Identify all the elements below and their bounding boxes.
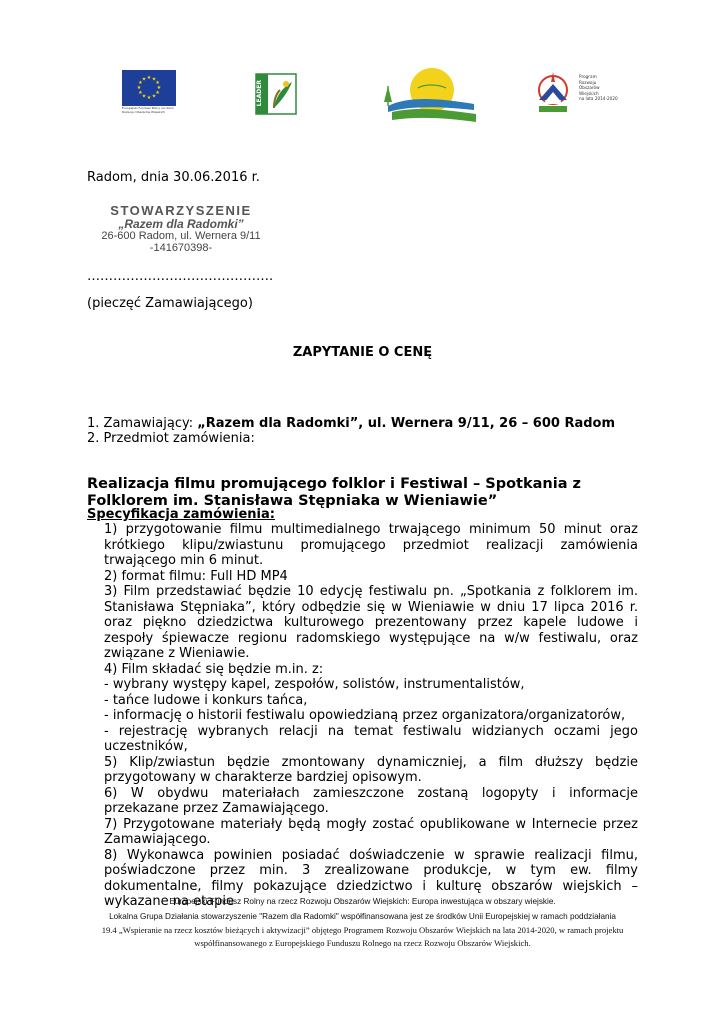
svg-text:★: ★ (136, 85, 142, 91)
spec-point-6: 6) W obydwu materiałach zamieszczone zostaną logopyty i informacje przekazane przez Zamawiającego. (104, 785, 638, 816)
spec-point-5: 5) Klip/zwiastun będzie zmontowany dynamiczniej, a film dłuższy będzie przygotowany w charakterze bardziej opisowym. (104, 754, 638, 785)
svg-text:★: ★ (146, 95, 152, 101)
stamp-line-1: STOWARZYSZENIE (110, 203, 252, 218)
footer-line-3: 19.4 „Wspieranie na rzecz kosztów bieżących i aktywizacji” objętego Programem Rozwoju Obszarów Wiejskich na lata 2014-2020, w ramach projektu (101, 925, 624, 935)
document-title: ZAPYTANIE O CENĘ (292, 345, 433, 360)
lgd-razem-dla-radomki-logo (378, 66, 482, 126)
svg-text:★: ★ (155, 90, 160, 96)
svg-text:★: ★ (146, 75, 152, 81)
stamp-line-2: „Razem dla Radomki” (118, 217, 244, 231)
leader-logo-text: LEADER (256, 80, 263, 107)
leader-logo (252, 70, 300, 118)
subject-title: Realizacja filmu promującego folklor i Festiwal – Spotkania z Folklorem im. Stanisława Stępniaka w Wieniawie” (87, 476, 581, 509)
stamp-caption: (pieczęć Zamawiającego) (87, 296, 253, 311)
spec-point-2: 2) format filmu: Full HD MP4 (104, 568, 288, 584)
spec-point-8: 8) Wykonawca powinien posiadać doświadczenie w sprawie realizacji filmu, poświadczone przez min. 3 zrealizowane produkcje, w tym ew. filmy dokumentalne, filmy pokazujące dziedzictwo i kulturę obszarów wiejskich – wykazane na etapie (104, 847, 638, 909)
spec-bullet-4: - rejestrację wybranych relacji na temat festiwalu widzianych oczami jego uczestników, (104, 723, 638, 754)
spec-point-3: 3) Film przedstawiać będzie 10 edycję festiwalu pn. „Spotkania z folklorem im. Stanisława Stępniaka”, który odbędzie się w Wieniawie w dniu 17 lipca 2016 r. oraz piękno dziedzictwa kulturowego prezentowany przez kapele ludowe i zespoły śpiewacze regionu radomskiego występujące na w/w festiwalu, oraz związane z Wieniawie. (104, 584, 638, 661)
svg-text:★: ★ (141, 76, 147, 83)
svg-text:★: ★ (151, 93, 157, 100)
spec-point-1: 1) przygotowanie filmu multimedialnego trwającego minimum 50 minut oraz krótkiego klipu/zwiastunu promującego przedmiot realizacji zamówienia trwającego min 6 minut. (104, 522, 638, 568)
eu-stars-icon (122, 70, 176, 106)
spec-heading: Specyfikacja zamówienia: (87, 507, 275, 522)
item-ordering-party-label: 1. Zamawiający: (87, 416, 198, 431)
spec-body (104, 522, 638, 910)
svg-text:★: ★ (141, 93, 147, 100)
spec-bullet-1: - wybrany występy kapel, zespołów, solistów, instrumentalistów, (104, 677, 525, 692)
svg-text:★: ★ (151, 76, 157, 83)
spec-point-4: 4) Film składać się będzie m.in. z: (104, 661, 324, 677)
item-ordering-party (87, 416, 615, 432)
eu-logo-caption: Europejski Fundusz Rolny na rzecz Rozwoju Obszarów Wiejskich (122, 106, 174, 114)
eu-flag-logo (122, 70, 176, 106)
organization-stamp (100, 203, 262, 254)
item-ordering-party-value: „Razem dla Radomki”, ul. Wernera 9/11, 26 – 600 Radom (197, 416, 616, 431)
spec-point-7: 7) Przygotowane materiały będą mogły zostać opublikowane w Internecie przez Zamawiającego. (104, 816, 638, 847)
svg-text:★: ★ (155, 80, 160, 86)
footer-line-2: Lokalna Grupa Działania stowarzyszenie "Razem dla Radomki" współfinansowana jest ze środków Unii Europejskiej w ramach poddziałania (109, 912, 616, 921)
spec-bullet-3: - informację o historii festiwalu opowiedzianą przez organizatora/organizatorów, (104, 708, 626, 723)
footer-line-4: współfinansowanego z Europejskiego Funduszu Rolnego na rzecz Rozwoju Obszarów Wiejskich. (194, 938, 531, 948)
svg-text:★: ★ (138, 90, 143, 96)
prow-logo-text: Program Rozwoju Obszarów Wiejskich na lata 2014-2020 (579, 74, 618, 102)
prow-logo (533, 70, 618, 120)
place-date: Radom, dnia 30.06.2016 r. (87, 170, 260, 185)
stamp-line-3: 26-600 Radom, ul. Wernera 9/11 (101, 230, 261, 242)
stamp-line-4: -141670398- (149, 242, 213, 254)
svg-text:★: ★ (138, 80, 143, 86)
item-subject-label: 2. Przedmiot zamówienia: (87, 431, 255, 446)
spec-bullet-2: - tańce ludowe i konkurs tańca, (104, 692, 308, 708)
signature-dots: ……………………………………. (87, 269, 274, 284)
footer-line-1: Europejski Fundusz Rolny na rzecz Rozwoju Obszarów Wiejskich: Europa inwestująca w obszary wiejskie. (169, 897, 556, 906)
svg-text:★: ★ (156, 85, 162, 91)
